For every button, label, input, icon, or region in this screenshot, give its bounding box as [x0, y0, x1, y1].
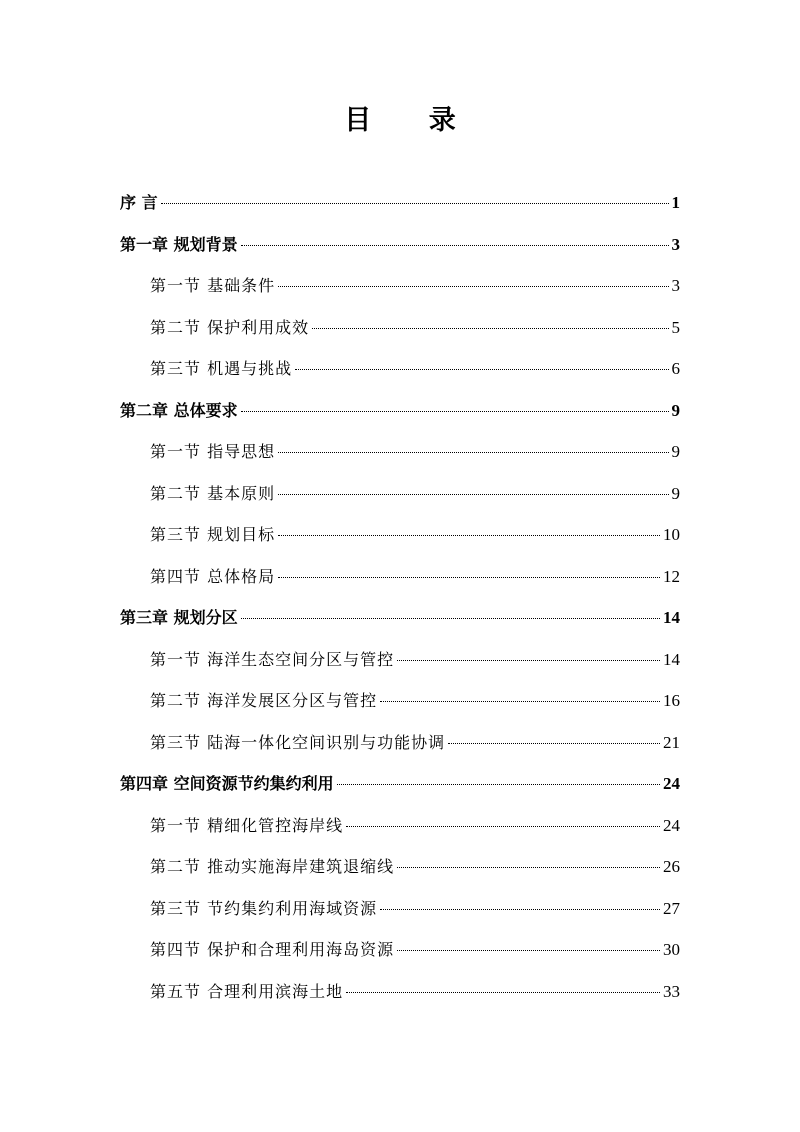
- dot-leader: [397, 660, 660, 661]
- toc-page-number: 24: [663, 815, 680, 835]
- toc-page-number: 6: [671, 359, 680, 378]
- page-title: 目 录: [344, 105, 480, 136]
- toc-entry-label: 第四节 总体格局: [150, 566, 276, 586]
- toc-entry-label: 序 言: [120, 193, 158, 212]
- toc-section-entry[interactable]: [120, 722, 680, 764]
- toc-entry-label: 第三节 规划目标: [150, 525, 276, 544]
- dot-leader: [278, 535, 660, 536]
- dot-leader: [337, 784, 660, 785]
- toc-page-number: 9: [671, 442, 680, 461]
- toc-entry-label: 第二节 海洋发展区分区与管控: [150, 691, 378, 710]
- dot-leader: [241, 618, 660, 619]
- dot-leader: [312, 328, 668, 329]
- toc-chapter-entry[interactable]: [120, 597, 680, 639]
- toc-section-entry[interactable]: [120, 556, 680, 598]
- toc-page-number: 9: [671, 483, 680, 503]
- toc-chapter-entry[interactable]: [120, 224, 680, 266]
- toc-entry-label: 第三节 节约集约利用海域资源: [150, 898, 378, 918]
- dot-leader: [241, 245, 669, 246]
- toc-entry-label: 第一节 精细化管控海岸线: [150, 815, 344, 835]
- toc-page-number: 26: [663, 857, 680, 876]
- dot-leader: [346, 992, 660, 993]
- dot-leader: [161, 203, 669, 204]
- toc-section-entry[interactable]: [120, 805, 680, 847]
- toc-chapter-entry[interactable]: [120, 390, 680, 432]
- toc-entry-label: 第四节 保护和合理利用海岛资源: [150, 940, 395, 959]
- dot-leader: [397, 867, 660, 868]
- toc-section-entry[interactable]: [120, 265, 680, 307]
- dot-leader: [380, 701, 660, 702]
- toc-entry-label: 第一章 规划背景: [120, 234, 238, 254]
- dot-leader: [278, 286, 668, 287]
- dot-leader: [278, 494, 668, 495]
- toc-section-entry[interactable]: [120, 473, 680, 515]
- toc-entry-label: 第一节 海洋生态空间分区与管控: [150, 649, 395, 669]
- toc-entry-label: 第二节 保护利用成效: [150, 317, 310, 337]
- toc-section-entry[interactable]: [120, 639, 680, 681]
- toc-section-entry[interactable]: [120, 307, 680, 349]
- toc-entry-label: 第二节 基本原则: [150, 483, 276, 503]
- dot-leader: [380, 909, 660, 910]
- toc-page-number: 3: [671, 234, 680, 254]
- toc-section-entry[interactable]: [120, 348, 680, 390]
- toc-entry-label: 第二章 总体要求: [120, 400, 238, 420]
- toc-entry-label: 第三节 机遇与挑战: [150, 359, 293, 378]
- dot-leader: [448, 743, 660, 744]
- toc-entry-label: 第一节 指导思想: [150, 442, 276, 461]
- toc-section-entry[interactable]: [120, 514, 680, 556]
- toc-chapter-entry[interactable]: [120, 182, 680, 224]
- dot-leader: [278, 577, 660, 578]
- toc-entry-label: 第一节 基础条件: [150, 276, 276, 295]
- toc-page-number: 14: [663, 608, 680, 627]
- toc-page-number: 10: [663, 525, 680, 544]
- toc-chapter-entry[interactable]: [120, 763, 680, 805]
- table-of-contents: [120, 182, 680, 1012]
- toc-page-number: 12: [663, 566, 680, 586]
- toc-section-entry[interactable]: [120, 929, 680, 971]
- dot-leader: [346, 826, 660, 827]
- toc-page-number: 1: [671, 193, 680, 212]
- toc-section-entry[interactable]: [120, 846, 680, 888]
- toc-page-number: 30: [663, 940, 680, 959]
- toc-page-number: 3: [671, 276, 680, 295]
- toc-page-number: 14: [663, 649, 680, 669]
- toc-page-number: 9: [671, 400, 680, 420]
- toc-section-entry[interactable]: [120, 971, 680, 1013]
- toc-entry-label: 第三章 规划分区: [120, 608, 238, 627]
- toc-entry-label: 第四章 空间资源节约集约利用: [120, 774, 334, 793]
- toc-page-number: 21: [663, 732, 680, 752]
- dot-leader: [295, 369, 668, 370]
- toc-entry-label: 第五节 合理利用滨海土地: [150, 981, 344, 1001]
- toc-page-number: 16: [663, 691, 680, 710]
- toc-section-entry[interactable]: [120, 431, 680, 473]
- dot-leader: [278, 452, 668, 453]
- toc-page-number: 27: [663, 898, 680, 918]
- toc-page-number: 24: [663, 774, 680, 793]
- toc-section-entry[interactable]: [120, 888, 680, 930]
- toc-section-entry[interactable]: [120, 680, 680, 722]
- dot-leader: [241, 411, 669, 412]
- toc-entry-label: 第二节 推动实施海岸建筑退缩线: [150, 857, 395, 876]
- toc-entry-label: 第三节 陆海一体化空间识别与功能协调: [150, 732, 446, 752]
- dot-leader: [397, 950, 660, 951]
- toc-page-number: 5: [671, 317, 680, 337]
- toc-page-number: 33: [663, 981, 680, 1001]
